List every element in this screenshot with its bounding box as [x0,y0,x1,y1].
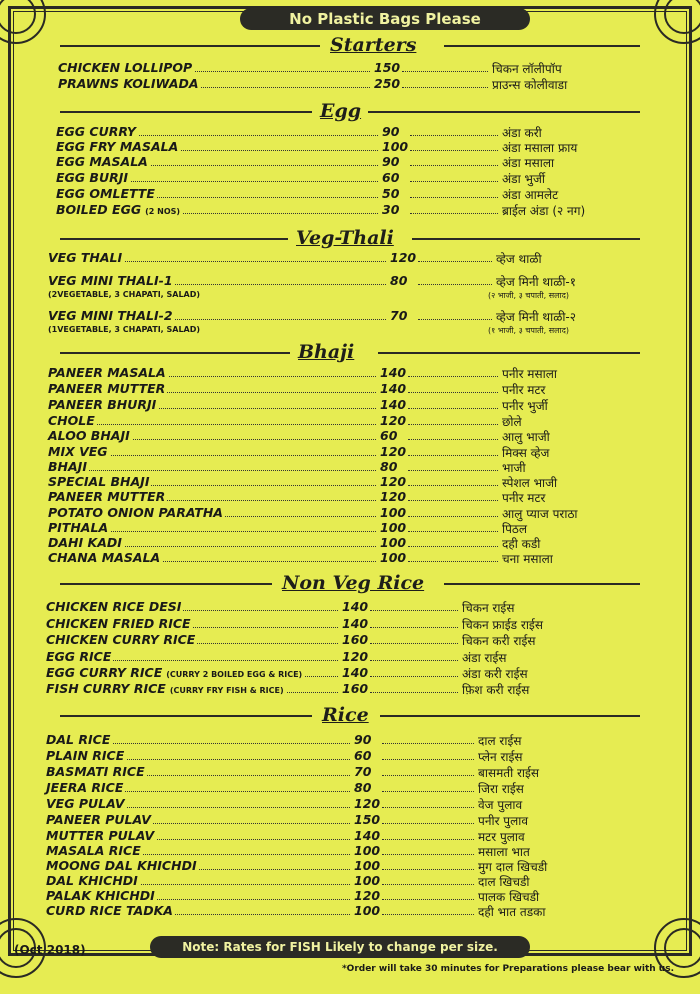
item-price: 100 [380,535,407,550]
section-header-starters [0,34,700,58]
item-name [46,649,113,664]
item-name [56,202,182,217]
leader-dots-right [370,692,458,693]
item-price: 140 [380,365,407,380]
section-title: Bhaji [298,341,355,363]
item-name-text: POTATO ONION PARATHA [48,505,223,520]
item-name-hindi: प्लेन राईस [478,750,523,764]
item-name [48,428,132,443]
item-price: 120 [354,888,381,903]
item-name-hindi: मटर पुलाव [478,830,525,844]
item-price: 100 [354,903,381,918]
item-name-hindi: व्हेज मिनी थाळी-२ [496,310,576,324]
leader-dots-right [408,531,498,532]
leader-dots [88,455,376,456]
item-name [46,732,112,747]
item-price: 120 [354,796,381,811]
item-name-text: DAL KHICHDI [46,873,138,888]
leader-dots-right [408,470,498,471]
item-name-text: PANEER BHURJI [48,397,157,412]
leader-dots-right [370,676,458,677]
section-rule-right [380,715,640,717]
item-price: 100 [354,858,381,873]
item-description: (1VEGETABLE, 3 CHAPATI, SALAD) [48,325,201,334]
item-price: 60 [382,170,400,185]
item-name-hindi: अंडा करी राईस [462,667,528,681]
leader-dots [88,470,376,471]
item-name-text: FISH CURRY RICE [46,681,166,696]
item-name [48,397,158,412]
item-name-text: EGG MASALA [56,154,148,169]
menu-item [0,308,700,335]
fish-rate-note: Note: Rates for FISH Likely to change per size. [150,936,530,958]
menu-item [0,780,700,797]
item-name [48,520,110,535]
section-rule-left [60,715,312,717]
item-name [56,139,180,154]
item-name-text: CHICKEN FRIED RICE [46,616,191,631]
item-name-hindi: पनीर पुलाव [478,814,529,828]
item-price: 60 [380,428,398,443]
item-name [48,250,124,265]
item-price: 150 [374,60,401,75]
item-name [46,812,153,827]
leader-dots-right [382,807,474,808]
leader-dots-right [408,376,498,377]
item-name-text: VEG MINI THALI-2 [48,308,173,323]
item-price: 90 [382,154,400,169]
item-name-text: MUTTER PULAV [46,828,155,843]
item-name-text: PITHALA [48,520,109,535]
leader-dots-right [408,516,498,517]
item-name-hindi: आलु भाजी [502,430,550,444]
item-name-hindi: चिकन फ्राईड राईस [462,618,543,632]
menu-item [0,186,700,203]
section-header-bhaji [0,341,700,365]
item-name-text: PRAWNS KOLIWADA [58,76,199,91]
item-description-hindi: (१ भाजी, ३ चपाती, सलाद) [488,326,570,335]
menu-item [0,397,700,414]
leader-dots [86,791,350,792]
leader-dots-right [382,775,474,776]
leader-dots-right [408,500,498,501]
item-name-text: BHAJI [48,459,87,474]
item-name-hindi: पनीर मसाला [502,367,557,381]
item-name-hindi: वेज पुलाव [478,798,523,812]
item-price: 140 [380,381,407,396]
leader-dots-right [370,627,458,628]
item-name-text: EGG BURJI [56,170,129,185]
leader-dots-right [370,643,458,644]
leader-dots [88,424,376,425]
item-name-hindi: पनीर मटर [502,383,546,397]
item-name-text: BASMATI RICE [46,764,145,779]
leader-dots-right [418,284,492,285]
item-name-text: DAHI KADI [48,535,122,550]
leader-dots-right [382,914,474,915]
item-name-text: EGG CURRY [56,124,136,139]
item-name-text: MIX VEG [48,444,108,459]
item-price: 80 [390,273,408,288]
menu-item [0,170,700,187]
leader-dots-right [382,823,474,824]
item-name-text: VEG PULAV [46,796,125,811]
item-price: 120 [390,250,417,265]
leader-dots-right [410,181,498,182]
item-name [48,505,225,520]
item-description: (2VEGETABLE, 3 CHAPATI, SALAD) [48,290,201,299]
item-description-hindi: (२ भाजी, ३ चपाती, सलाद) [488,291,570,300]
item-price: 80 [380,459,398,474]
leader-dots-right [408,392,498,393]
menu-item [0,732,700,749]
section-title: Rice [322,704,369,726]
menu-item [0,632,700,649]
item-name-hindi: चिकन लॉलीपॉप [492,62,562,76]
section-header-nonvegrice [0,572,700,596]
item-name-hindi: पिठल [502,522,528,536]
section-rule-right [412,238,640,240]
item-name-hindi: पालक खिचडी [478,890,540,904]
section-rule-left [60,45,320,47]
menu-item [0,616,700,633]
leader-dots [96,135,378,136]
leader-dots-right [408,424,498,425]
item-name [48,459,89,474]
item-note: (CURRY FRY FISH & RICE) [169,686,284,695]
item-name [48,365,168,380]
item-name-text: BOILED EGG [56,202,142,217]
item-name-hindi: स्पेशल भाजी [502,476,558,490]
item-name-text: PANEER PULAV [46,812,151,827]
leader-dots-right [408,455,498,456]
item-name-hindi: जिरा राईस [478,782,524,796]
leader-dots-right [402,71,488,72]
item-name [58,60,194,75]
item-price: 120 [380,489,407,504]
preparation-time-note: *Order will take 30 minutes for Preparations please bear with us. [341,964,674,974]
menu-item [0,764,700,781]
leader-dots-right [382,759,474,760]
item-price: 140 [342,599,369,614]
item-name [46,599,183,614]
leader-dots [86,660,338,661]
menu-item [0,273,700,300]
item-name [46,632,197,647]
item-price: 160 [342,681,369,696]
item-name [46,828,156,843]
menu-item [0,796,700,813]
menu-item [0,76,700,93]
item-name [46,903,175,918]
menu-item [0,60,700,77]
item-name-hindi: चना मसाला [502,552,553,566]
leader-dots-right [410,150,498,151]
item-price: 250 [374,76,401,91]
item-name-text: PANEER MUTTER [48,489,166,504]
item-name-text: EGG RICE [46,649,112,664]
item-name [56,154,150,169]
item-name-text: CHANA MASALA [48,550,161,565]
item-name-hindi: अंडा मसाला फ्राय [502,141,578,155]
item-name [56,186,157,201]
leader-dots-right [402,87,488,88]
section-header-rice [0,704,700,728]
menu-date: (Oct 2018) [14,943,86,957]
item-name [46,888,157,903]
item-name [48,535,124,550]
item-name-text: SPECIAL BHAJI [48,474,150,489]
item-price: 80 [354,780,372,795]
leader-dots-right [382,899,474,900]
menu-item [0,550,700,567]
item-price: 100 [380,550,407,565]
leader-dots-right [410,135,498,136]
leader-dots-right [382,869,474,870]
section-title: Starters [330,34,417,56]
item-price: 100 [380,520,407,535]
leader-dots [88,546,376,547]
item-price: 120 [380,474,407,489]
item-name-text: CHICKEN RICE DESI [46,599,182,614]
item-price: 150 [354,812,381,827]
item-name-text: JEERA RICE [46,780,124,795]
item-name-hindi: मुग दाल खिचडी [478,860,548,874]
item-name [56,170,130,185]
leader-dots-right [418,261,492,262]
item-name-hindi: छोले [502,415,522,429]
item-price: 160 [342,632,369,647]
item-note: (2 NOS) [145,207,181,216]
item-name-hindi: आलु प्याज पराठा [502,507,578,521]
item-name-text: CHICKEN LOLLIPOP [58,60,193,75]
leader-dots [96,181,378,182]
leader-dots-right [382,839,474,840]
menu-item [0,250,700,267]
item-name [48,308,175,323]
item-name-hindi: मिक्स व्हेज [502,446,550,460]
menu-item [0,812,700,829]
item-name-hindi: व्हेज मिनी थाळी-१ [496,275,576,289]
leader-dots-right [408,561,498,562]
item-name-hindi: अंडा करी [502,126,542,140]
leader-dots-right [382,884,474,885]
section-rule-right [378,352,640,354]
leader-dots-right [408,546,498,547]
section-rule-left [60,583,272,585]
item-name-hindi: प्राउन्स कोलीवाडा [492,78,568,92]
no-plastic-banner: No Plastic Bags Please [240,8,530,30]
item-name [46,616,193,631]
leader-dots [88,531,376,532]
section-header-egg [0,100,700,124]
item-name-text: PLAIN RICE [46,748,125,763]
leader-dots-right [410,197,498,198]
item-price: 100 [382,139,409,154]
menu-item [0,599,700,616]
menu-item [0,428,700,445]
item-name-hindi: व्हेज थाळी [496,252,542,266]
item-price: 100 [354,843,381,858]
leader-dots [86,743,350,744]
leader-dots-right [418,319,492,320]
item-name [48,444,110,459]
item-name-text: VEG MINI THALI-1 [48,273,173,288]
item-name-text: VEG THALI [48,250,123,265]
item-name-hindi: मसाला भात [478,845,530,859]
item-name-hindi: अंडा आमलेट [502,188,559,202]
leader-dots-right [370,660,458,661]
leader-dots [88,261,386,262]
item-name-text: PANEER MASALA [48,365,166,380]
item-name [48,550,162,565]
item-name-hindi: भाजी [502,461,526,475]
item-price: 50 [382,186,400,201]
leader-dots-right [408,408,498,409]
item-name-text: CHICKEN CURRY RICE [46,632,196,647]
item-name [48,489,167,504]
menu-item [0,665,700,682]
item-name [48,381,167,396]
section-rule-left [60,111,312,113]
item-price: 60 [354,748,372,763]
item-name-text: DAL RICE [46,732,111,747]
section-rule-left [60,352,290,354]
item-price: 140 [380,397,407,412]
item-name [48,273,175,288]
item-name [46,780,125,795]
menu-item [0,903,700,920]
menu-item [0,154,700,171]
menu-item [0,365,700,382]
item-name-hindi: दाल खिचडी [478,875,530,889]
item-name-hindi: बासमती राईस [478,766,540,780]
leader-dots-right [408,439,498,440]
item-name-text: CURD RICE TADKA [46,903,173,918]
item-price: 140 [354,828,381,843]
item-name [46,748,126,763]
item-name-hindi: दही भात तडका [478,905,546,919]
item-price: 90 [382,124,400,139]
item-name [48,474,151,489]
menu-item [0,748,700,765]
item-name-hindi: चिकन राईस [462,601,515,615]
item-name-text: EGG FRY MASALA [56,139,179,154]
item-name-hindi: फ़िश करी राईस [462,683,530,697]
item-name [46,764,147,779]
item-price: 140 [342,665,369,680]
section-title: Veg-Thali [296,227,394,249]
menu-item [0,202,700,219]
item-name [46,665,304,680]
item-price: 100 [380,505,407,520]
item-name-text: PALAK KHICHDI [46,888,155,903]
item-name [46,681,286,696]
section-rule-right [444,583,640,585]
menu-item [0,381,700,398]
item-price: 90 [354,732,372,747]
leader-dots-right [382,791,474,792]
section-header-vegthali [0,227,700,251]
section-rule-right [444,45,640,47]
menu-item [0,649,700,666]
item-name-text: MOONG DAL KHICHDI [46,858,197,873]
item-name [46,873,140,888]
leader-dots-right [408,485,498,486]
item-name-hindi: दाल राईस [478,734,522,748]
item-name [58,76,201,91]
item-name-text: EGG CURRY RICE [46,665,163,680]
item-name-text: PANEER MUTTER [48,381,166,396]
menu-item [0,681,700,698]
item-name-hindi: दही कडी [502,537,541,551]
item-name [56,124,138,139]
item-name-hindi: पनीर मटर [502,491,546,505]
section-title: Non Veg Rice [282,572,425,594]
section-title: Egg [320,100,362,122]
item-name-text: ALOO BHAJI [48,428,130,443]
item-name-hindi: अंडा मसाला [502,156,555,170]
item-price: 70 [354,764,372,779]
item-price: 100 [354,873,381,888]
leader-dots-right [370,610,458,611]
item-name-hindi: अंडा राईस [462,651,507,665]
item-name-text: MASALA RICE [46,843,141,858]
item-name [46,796,127,811]
menu-item [0,489,700,506]
item-price: 120 [380,444,407,459]
item-name [48,413,97,428]
item-price: 120 [342,649,369,664]
item-name-hindi: चिकन करी राईस [462,634,536,648]
section-rule-left [60,238,288,240]
leader-dots-right [382,854,474,855]
leader-dots-right [410,213,498,214]
item-name-text: CHOLE [48,413,95,428]
item-name-hindi: अंडा भुर्जी [502,172,545,186]
item-name-hindi: पनीर भुर्जी [502,399,548,413]
leader-dots-right [410,165,498,166]
item-price: 140 [342,616,369,631]
item-name-text: EGG OMLETTE [56,186,155,201]
item-name-hindi: ब्राईल अंडा (२ नग) [502,204,586,218]
item-name [46,858,199,873]
item-note: (CURRY 2 BOILED EGG & RICE) [166,670,303,679]
item-price: 70 [390,308,408,323]
item-price: 30 [382,202,400,217]
item-name [46,843,143,858]
item-price: 120 [380,413,407,428]
section-rule-right [368,111,640,113]
leader-dots-right [382,743,474,744]
